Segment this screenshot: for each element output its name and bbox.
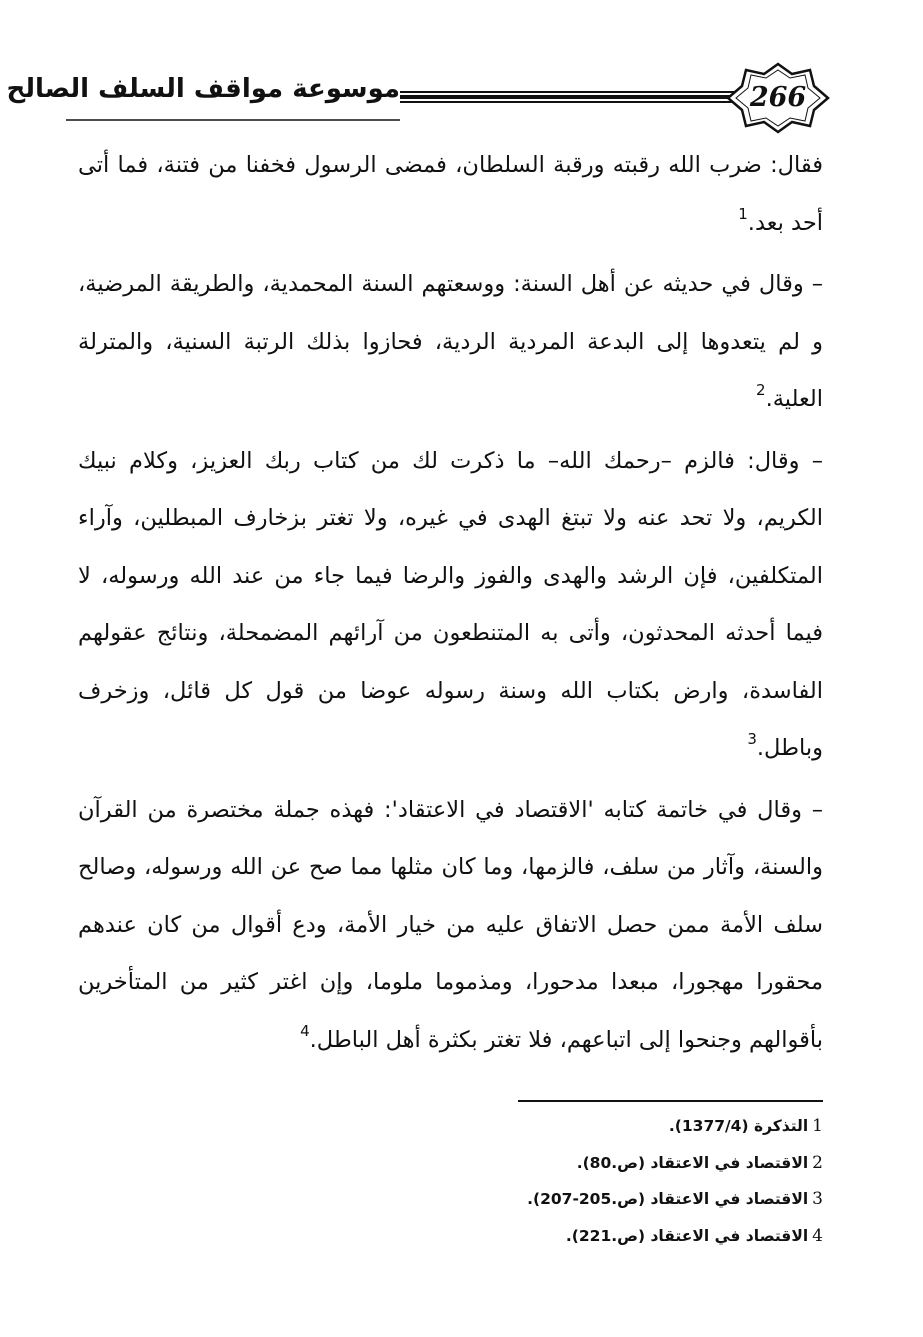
footnote-number: 1 [812, 1116, 823, 1136]
footnote-number: 4 [812, 1225, 823, 1246]
footnote-item [420, 1145, 823, 1182]
footnote-ref[interactable]: 3 [747, 730, 757, 748]
footnotes [420, 1108, 823, 1254]
footnote-divider [518, 1100, 823, 1102]
footnote-text: التذكرة (1377/4). [668, 1117, 809, 1135]
footnote-item [420, 1218, 823, 1255]
footnote-text: الاقتصاد في الاعتقاد (ص.80). [576, 1153, 809, 1172]
footnote-item [420, 1108, 823, 1145]
paragraph: فقال: ضرب الله رقبته ورقبة السلطان، فمضى الرسول فخفنا من فتنة، فما أتى أحد بعد.$^1$ [78, 152, 823, 236]
paragraph: – وقال: فالزم –رحمك الله– ما ذكرت لك من كتاب ربك العزيز، وكلام نبيك الكريم، ولا تحد عنه ولا تبتغ الهدى في غيره، ولا تغتر بزخارف المبطلين، وآراء المتكلفين، فإن الرشد والهدى والفوز والرضا فيما جاء من عند الله ورسوله، لا فيما أحدثه المحدثون، وأتى به المتنطعون من آرائهم المضمحلة، ونتائج عقولهم الفاسدة، وارض بكتاب الله وسنة رسوله عوضا من قول كل قائل، وزخرف وباطل.$^3$ [78, 447, 823, 761]
main-text [78, 137, 823, 1073]
paragraph: – وقال في خاتمة كتابه 'الاقتصاد في الاعتقاد': فهذه جملة مختصرة من القرآن والسنة، وآثار من سلف، فالزمها، وما كان مثلها مما صح عن الله ورسوله، وصالح سلف الأمة ممن حصل الاتفاق عليه من خيار الأمة، ودع أقوال من كان عندهم محقورا مهجورا، مبعدا مدحورا، ومذموما ملوما، وإن اغتر كثير من المتأخرين بأقوالهم وجنحوا إلى اتباعهم، فلا تغتر بكثرة أهل الباطل.$^4$ [78, 796, 823, 1053]
footnote-item [420, 1181, 823, 1218]
paragraph: – وقال في حديثه عن أهل السنة: ووسعتهم السنة المحمدية، والطريقة المرضية، و لم يتعدوها إلى البدعة المردية الردية، فحازوا بذلك الرتبة السنية، والمترلة العلية.$^2$ [78, 271, 823, 412]
footnote-text: الاقتصاد في الاعتقاد (ص.205-207). [527, 1190, 809, 1208]
footnote-text: الاقتصاد في الاعتقاد (ص.221). [565, 1226, 809, 1245]
footnote-number: 2 [812, 1152, 823, 1173]
footnote-ref[interactable]: 4 [300, 1021, 310, 1040]
footnote-ref[interactable]: 2 [756, 381, 766, 399]
footnote-ref[interactable]: 1 [738, 204, 748, 223]
series-title: موسوعة مواقف السلف الصالح [6, 74, 400, 104]
page-header [6, 62, 830, 134]
footnote-number: 3 [812, 1189, 823, 1209]
page-number: 266 [749, 82, 807, 113]
